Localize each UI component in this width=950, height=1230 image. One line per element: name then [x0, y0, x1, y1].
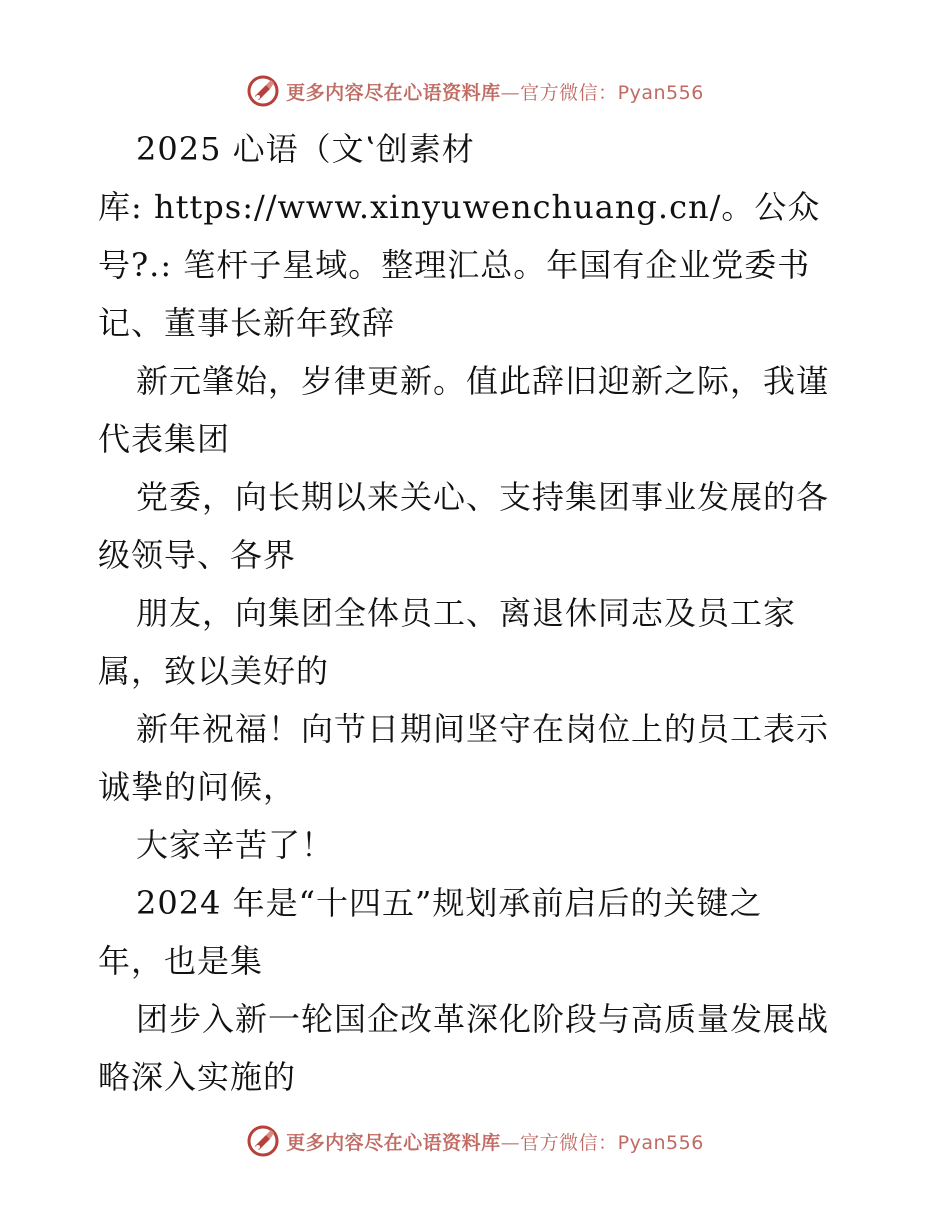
footer-wechat-text: 官方微信：Pyan556 [520, 1131, 704, 1154]
text-line: 新年祝福！向节日期间坚守在岗位上的员工表示 [136, 710, 830, 748]
text-line: 诚挚的问候， [98, 768, 297, 806]
text-line: 年，也是集 [98, 942, 264, 980]
footer-separator: — [500, 1131, 521, 1154]
text-line: 2024 年是“十四五”规划承前启后的关键之 [136, 884, 763, 922]
header-wechat-text: 官方微信：Pyan556 [520, 81, 704, 104]
text-line: 2025 心语（文ʽ创素材 [136, 130, 475, 168]
text-line: 代表集团 [98, 420, 231, 458]
header-banner [0, 71, 950, 111]
logo-icon [246, 1124, 280, 1158]
text-line: 属，致以美好的 [98, 652, 330, 690]
text-line: 略深入实施的 [98, 1058, 297, 1096]
logo-icon [246, 74, 280, 108]
text-line: 朋友，向集团全体员工、离退休同志及员工家 [136, 594, 797, 632]
header-banner-text [286, 78, 704, 105]
text-line: 记、董事长新年致辞 [98, 304, 396, 342]
text-line: 号?.: 笔杆子星域。整理汇总。年国有企业党委书 [98, 246, 811, 284]
header-separator: — [500, 81, 521, 104]
header-site-text: 更多内容尽在心语资料库 [286, 81, 501, 104]
text-line: 党委，向长期以来关心、支持集团事业发展的各 [136, 478, 830, 516]
text-line: 库: https://www.xinyuwenchuang.cn/。公众 [98, 188, 821, 226]
footer-site-text: 更多内容尽在心语资料库 [286, 1131, 501, 1154]
text-line: 级领导、各界 [98, 536, 297, 574]
footer-banner [0, 1121, 950, 1161]
text-line: 大家辛苦了！ [136, 826, 335, 864]
text-line: 新元肇始，岁律更新。值此辞旧迎新之际，我谨 [136, 362, 830, 400]
document-body [98, 120, 858, 1106]
footer-banner-text [286, 1128, 704, 1155]
text-line: 团步入新一轮国企改革深化阶段与高质量发展战 [136, 1000, 830, 1038]
